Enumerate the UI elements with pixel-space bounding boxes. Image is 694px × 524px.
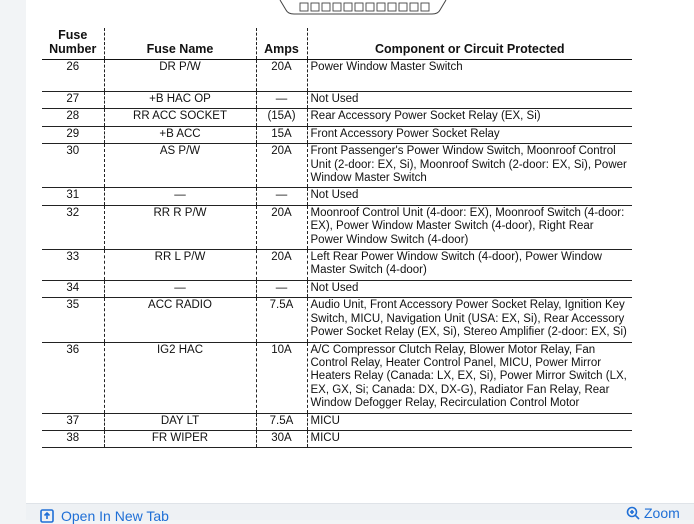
fuse-number-cell: 36 bbox=[42, 342, 104, 413]
component-cell: MICU bbox=[307, 413, 632, 430]
table-row bbox=[42, 144, 632, 188]
fuse-name-cell: RR R P/W bbox=[104, 205, 256, 249]
fuse-table bbox=[42, 28, 632, 448]
header-fuse-name: Fuse Name bbox=[104, 28, 256, 60]
table-row bbox=[42, 342, 632, 413]
component-cell: Left Rear Power Window Switch (4-door), Power Window Master Switch (4-door) bbox=[307, 250, 632, 281]
fuse-number-cell: 35 bbox=[42, 298, 104, 342]
header-amps: Amps bbox=[256, 28, 307, 60]
fuse-name-cell: RR L P/W bbox=[104, 250, 256, 281]
fuse-name-cell: FR WIPER bbox=[104, 430, 256, 447]
amps-cell: 15A bbox=[256, 126, 307, 143]
table-row bbox=[42, 60, 632, 92]
open-in-new-tab-label: Open In New Tab bbox=[61, 508, 169, 524]
table-row bbox=[42, 413, 632, 430]
fuse-name-cell: DR P/W bbox=[104, 60, 256, 92]
left-margin bbox=[0, 0, 26, 519]
amps-cell: — bbox=[256, 280, 307, 297]
fuse-number-cell: 37 bbox=[42, 413, 104, 430]
fuse-number-cell: 31 bbox=[42, 188, 104, 205]
component-cell: Not Used bbox=[307, 188, 632, 205]
fuse-name-cell: IG2 HAC bbox=[104, 342, 256, 413]
component-cell: Not Used bbox=[307, 92, 632, 109]
component-cell: Rear Accessory Power Socket Relay (EX, Si) bbox=[307, 109, 632, 126]
table-row bbox=[42, 126, 632, 143]
table-row bbox=[42, 280, 632, 297]
component-cell: Front Accessory Power Socket Relay bbox=[307, 126, 632, 143]
amps-cell: 30A bbox=[256, 430, 307, 447]
amps-cell: (15A) bbox=[256, 109, 307, 126]
component-cell: Not Used bbox=[307, 280, 632, 297]
table-row bbox=[42, 92, 632, 109]
fuse-name-cell: — bbox=[104, 188, 256, 205]
amps-cell: 10A bbox=[256, 342, 307, 413]
table-row bbox=[42, 250, 632, 281]
fuse-name-cell: — bbox=[104, 280, 256, 297]
table-header-row bbox=[42, 28, 632, 60]
fuse-name-cell: +B ACC bbox=[104, 126, 256, 143]
table-row bbox=[42, 205, 632, 249]
zoom-label: Zoom bbox=[644, 505, 680, 521]
header-component: Component or Circuit Protected bbox=[307, 28, 632, 60]
fuse-name-cell: +B HAC OP bbox=[104, 92, 256, 109]
fuse-number-cell: 27 bbox=[42, 92, 104, 109]
image-toolbar bbox=[26, 503, 694, 524]
component-cell: Front Passenger's Power Window Switch, Moonroof Control Unit (2-door: EX, Si), Moonroof Switch (2-door: EX, Si), Power Window Master Switch bbox=[307, 144, 632, 188]
amps-cell: 7.5A bbox=[256, 298, 307, 342]
open-in-new-tab-icon bbox=[40, 509, 54, 523]
fuse-number-cell: 34 bbox=[42, 280, 104, 297]
fuse-name-cell: ACC RADIO bbox=[104, 298, 256, 342]
amps-cell: — bbox=[256, 188, 307, 205]
fuse-number-cell: 33 bbox=[42, 250, 104, 281]
fuse-name-cell: DAY LT bbox=[104, 413, 256, 430]
fuse-name-cell: RR ACC SOCKET bbox=[104, 109, 256, 126]
fuse-number-cell: 26 bbox=[42, 60, 104, 92]
amps-cell: 20A bbox=[256, 250, 307, 281]
component-cell: Power Window Master Switch bbox=[307, 60, 632, 92]
amps-cell: 20A bbox=[256, 60, 307, 92]
zoom-in-icon bbox=[626, 506, 640, 520]
amps-cell: — bbox=[256, 92, 307, 109]
fuse-number-cell: 38 bbox=[42, 430, 104, 447]
table-row bbox=[42, 188, 632, 205]
fuse-name-cell: AS P/W bbox=[104, 144, 256, 188]
fuse-box-connector-diagram bbox=[278, 0, 448, 18]
amps-cell: 20A bbox=[256, 205, 307, 249]
fuse-number-cell: 29 bbox=[42, 126, 104, 143]
table-row bbox=[42, 298, 632, 342]
amps-cell: 7.5A bbox=[256, 413, 307, 430]
component-cell: Audio Unit, Front Accessory Power Socket Relay, Ignition Key Switch, MICU, Navigation Unit (USA: EX, Si), Rear Accessory Power Socket Relay (EX, Si), Stereo Amplifier (2-door: EX, Si) bbox=[307, 298, 632, 342]
header-fuse-number: Fuse Number bbox=[42, 28, 104, 60]
amps-cell: 20A bbox=[256, 144, 307, 188]
table-row bbox=[42, 430, 632, 447]
document-image bbox=[26, 0, 694, 503]
component-cell: Moonroof Control Unit (4-door: EX), Moonroof Switch (4-door: EX), Power Window Master Switch (4-door), Right Rear Power Window Switch (4-door) bbox=[307, 205, 632, 249]
fuse-number-cell: 30 bbox=[42, 144, 104, 188]
fuse-number-cell: 32 bbox=[42, 205, 104, 249]
fuse-number-cell: 28 bbox=[42, 109, 104, 126]
component-cell: MICU bbox=[307, 430, 632, 447]
table-row bbox=[42, 109, 632, 126]
component-cell: A/C Compressor Clutch Relay, Blower Motor Relay, Fan Control Relay, Heater Control Panel, MICU, Power Mirror Heaters Relay (Canada: LX, EX, Si), Power Mirror Switch (LX, EX, GX, Si; Canada: DX, DX-G), Radiator Fan Relay, Rear Window Defogger Relay, Recirculation Control Motor bbox=[307, 342, 632, 413]
open-in-new-tab-link[interactable] bbox=[40, 508, 169, 524]
